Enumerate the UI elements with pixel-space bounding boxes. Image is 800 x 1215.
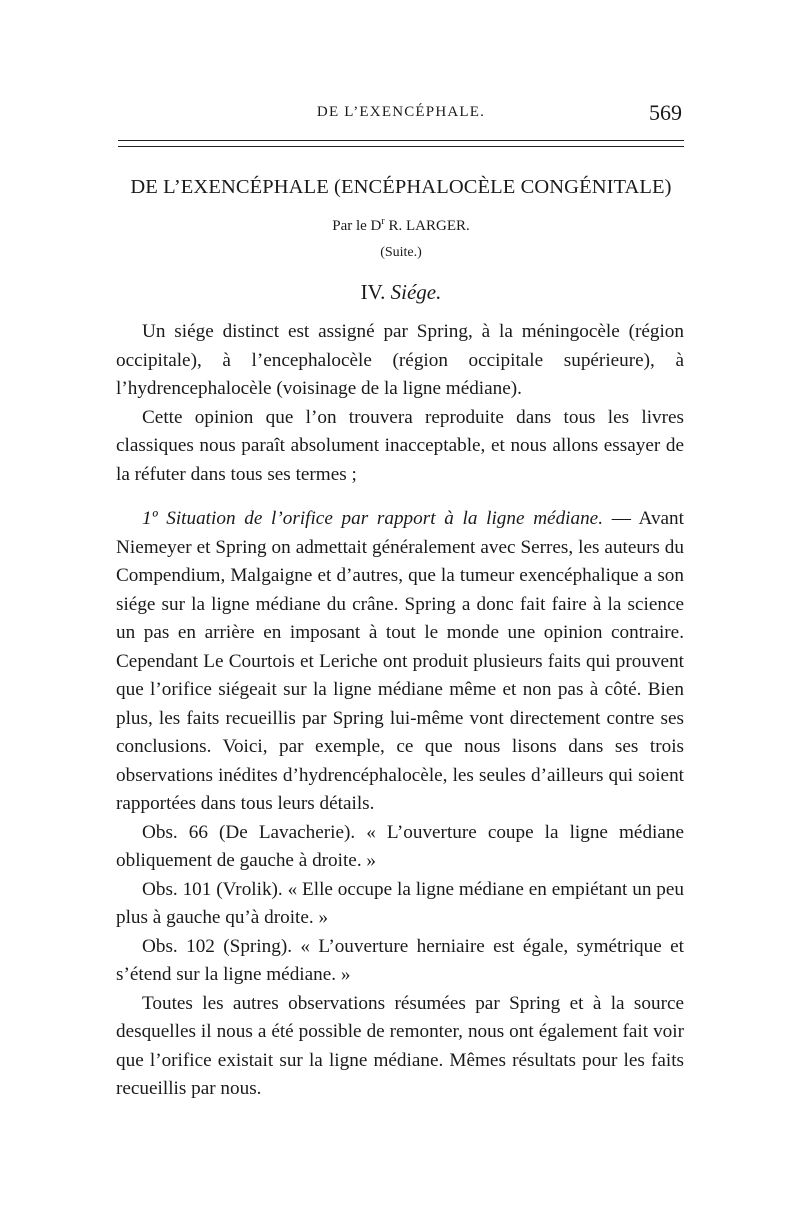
paragraph-7: Toutes les autres observations résumées par Spring et à la source desquelles il nous a été possible de remonter, nous ont également fait voir que l’orifice existait sur la ligne médiane. Mêmes résultats pour les faits recueillis par nous. xyxy=(116,992,684,1099)
section-title: Siége. xyxy=(390,280,442,304)
byline xyxy=(118,216,684,235)
paragraph-2: Cette opinion que l’on trouvera reproduite dans tous les livres classiques nous paraît absolument inacceptable, et nous allons essayer de la réfuter dans tous ses termes ; xyxy=(116,406,684,485)
paragraph-3-lead: 1º Situation de l’orifice par rapport à la ligne médiane. xyxy=(142,508,603,529)
paragraph-3-body: — Avant Niemeyer et Spring on admettait généralement avec Serres, les auteurs du Compendium, Malgaigne et d’autres, que la tumeur exencéphalique a son siége sur la ligne médiane du crâne. Spring a donc fait faire à la science un pas en arrière en imposant à tout le monde une opinion contraire. Cependant Le Courtois et Leriche ont produit plusieurs faits qui prouvent que l’orifice siégeait sur la ligne médiane même et non pas à côté. Bien plus, les faits recueillis par Spring lui-même vont directement contre ses conclusions. Voici, par exemple, ce que nous lisons dans ses trois observations inédites d’hydrencéphalocèle, les seules d’ailleurs qui soient rapportées dans tous leurs détails. xyxy=(116,508,684,814)
body-text xyxy=(116,318,684,1104)
page-number: 569 xyxy=(649,100,682,125)
paragraph-1: Un siége distinct est assigné par Spring, à la méningocèle (région occipitale), à l’encephalocèle (région occipitale supérieure), à l’hydrencephalocèle (voisinage de la ligne médiane). xyxy=(116,321,684,399)
section-heading xyxy=(118,280,684,305)
byline-superscript: r xyxy=(381,216,385,227)
paragraph-4: Obs. 66 (De Lavacherie). « L’ouverture coupe la ligne médiane obliquement de gauche à droite. » xyxy=(116,821,684,871)
header-rule-bottom xyxy=(118,146,684,147)
paragraph-6: Obs. 102 (Spring). « L’ouverture herniaire est égale, symétrique et s’étend sur la ligne médiane. » xyxy=(116,935,684,985)
header-rule-top xyxy=(118,140,684,141)
section-number: IV. xyxy=(360,280,386,304)
running-title: DE L’EXENCÉPHALE. xyxy=(316,104,486,120)
byline-author: R. LARGER. xyxy=(384,218,470,234)
running-head xyxy=(118,100,684,128)
article-title: DE L’EXENCÉPHALE (ENCÉPHALOCÈLE CONGÉNITALE) xyxy=(130,176,672,198)
paragraph-3 xyxy=(116,505,684,819)
continued-note: (Suite.) xyxy=(380,245,422,260)
paragraph-5: Obs. 101 (Vrolik). « Elle occupe la ligne médiane en empiétant un peu plus à gauche qu’à droite. » xyxy=(116,878,684,928)
byline-prefix: Par le D xyxy=(332,218,382,234)
